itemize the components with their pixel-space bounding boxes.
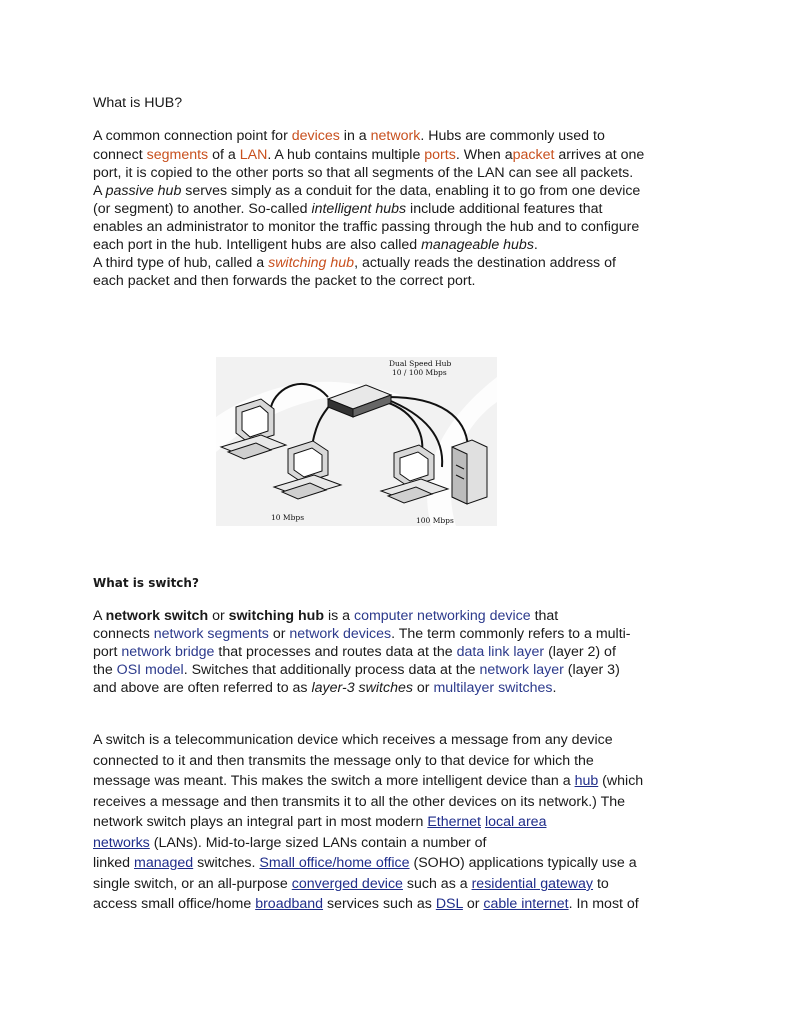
link-networks[interactable]: networks [93,835,150,851]
switch-p2-line-3: message was meant. This makes the switch a more intelligent device than a hub (which [93,773,644,789]
link-local-area[interactable]: local area [484,814,547,830]
switch-line-5: and above are often referred to as layer-3 switches or multilayer switches. [93,680,557,696]
link-devices[interactable]: devices [291,128,340,144]
link-ports[interactable]: ports [424,147,456,163]
link-cable-internet[interactable]: cable internet [483,896,569,912]
link-data-link-layer[interactable]: data link layer [456,644,545,660]
hub-line-1: A common connection point for devices in a network. Hubs are commonly used to [93,128,605,144]
hub-line-2: connect segments of a LAN. A hub contains multiple ports. When apacket arrives at one [93,147,645,163]
link-managed[interactable]: managed [134,855,194,871]
hub-label-line-1: Dual Speed Hub [389,359,452,368]
switch-p2-line-7: linked managed switches. Small office/home office (SOHO) applications typically use a [93,855,637,871]
link-osi-model[interactable]: OSI model [116,662,184,678]
hub-line-7: each port in the hub. Intelligent hubs are also called manageable hubs. [93,237,538,253]
hub-line-3: port, it is copied to the other ports so that all segments of the LAN can see all packets. [93,165,634,181]
switch-line-3: port network bridge that processes and routes data at the data link layer (layer 2) of [93,644,616,660]
label-100mbps: 100 Mbps [416,516,454,525]
switch-heading: What is switch? [93,576,199,590]
link-broadband[interactable]: broadband [255,896,324,912]
switch-p2-line-6: networks (LANs). Mid-to-large sized LANs contain a number of [93,835,487,851]
switch-p2-line-8: single switch, or an all-purpose converged device such as a residential gateway to [93,876,609,892]
hub-label-line-2: 10 / 100 Mbps [392,368,447,377]
link-ethernet[interactable]: Ethernet [427,814,481,830]
link-hub[interactable]: hub [574,773,599,789]
link-converged-device[interactable]: converged device [291,876,403,892]
server-tower-icon [452,440,487,504]
link-network[interactable]: network [370,128,421,144]
link-lan[interactable]: LAN [239,147,268,163]
hub-line-8: A third type of hub, called a switching hub, actually reads the destination address of [93,255,616,271]
hub-line-6: enables an administrator to monitor the traffic passing through the hub and to configure [93,219,640,235]
link-switching-hub[interactable]: switching hub [268,255,355,271]
switch-line-1: A network switch or switching hub is a computer networking device that [93,608,559,624]
switch-line-4: the OSI model. Switches that additionally process data at the network layer (layer 3) [93,662,620,678]
link-segments[interactable]: segments [146,147,209,163]
switch-p2-line-9: access small office/home broadband services such as DSL or cable internet. In most of [93,896,639,912]
link-network-segments[interactable]: network segments [153,626,269,642]
switch-p2-line-5: network switch plays an integral part in most modern Ethernet local area [93,814,547,830]
hub-heading: What is HUB? [93,95,183,111]
label-10mbps: 10 Mbps [271,513,305,522]
link-network-layer[interactable]: network layer [479,662,564,678]
link-multilayer-switches[interactable]: multilayer switches [433,680,553,696]
link-network-bridge[interactable]: network bridge [121,644,215,660]
switch-p2-line-1: A switch is a telecommunication device which receives a message from any device [93,732,613,748]
hub-line-9: each packet and then forwards the packet to the correct port. [93,273,476,289]
link-network-devices[interactable]: network devices [289,626,392,642]
link-dsl[interactable]: DSL [435,896,463,912]
hub-line-5: (or segment) to another. So-called intelligent hubs include additional features that [93,201,603,217]
switch-p2-line-4: receives a message and then transmits it to all the other devices on its network.) The [93,794,626,810]
switch-line-2: connects network segments or network devices. The term commonly refers to a multi- [93,626,631,642]
dual-speed-hub-figure [216,357,497,526]
link-computer-networking-device[interactable]: computer networking device [353,608,531,624]
link-packet[interactable]: packet [512,147,555,163]
link-soho[interactable]: Small office/home office [259,855,410,871]
switch-p2-line-2: connected to it and then transmits the message only to that device for which the [93,753,594,769]
link-residential-gateway[interactable]: residential gateway [471,876,594,892]
hub-line-4: A passive hub serves simply as a conduit for the data, enabling it to go from one device [93,183,641,199]
